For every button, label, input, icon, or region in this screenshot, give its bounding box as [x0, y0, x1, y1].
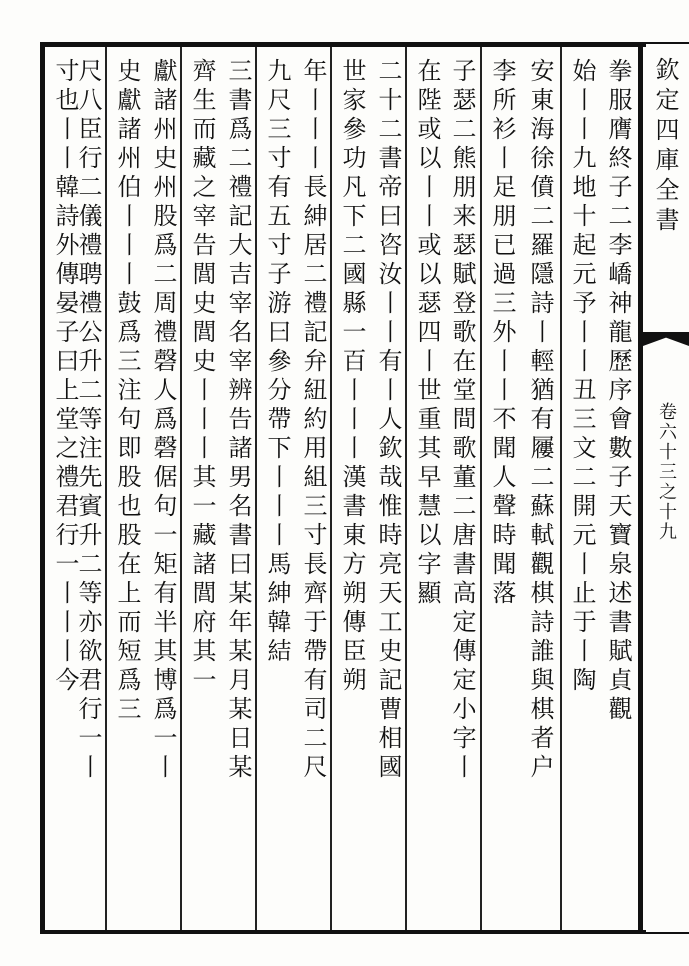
juan-label: 卷六十三之十九 [656, 402, 677, 542]
text-column: 獻諸州史州股爲二周禮磬人爲磬倨句一矩有半其博爲一丨 [149, 58, 177, 783]
text-column: 始丨丨九地十起元予丨丨丑三文二開元丨止于丨陶 [568, 58, 596, 696]
text-column: 史獻諸州伯丨丨丨鼓爲三注句即股也股在上而短爲三 [113, 58, 141, 725]
text-column: 三書爲二禮記大吉宰名宰辨告諸男名書曰某年某月某日某 [224, 58, 252, 783]
margin-header [643, 42, 689, 934]
text-column: 寸也丨丨韓詩外傳晏子曰上堂之禮君行一丨丨丨今 [51, 58, 79, 696]
text-column: 尺八臣行二儀禮聘禮公升二等注先賓升二等亦欲君行一丨 [74, 58, 102, 783]
book-title: 欽定四庫全書 [651, 57, 679, 237]
text-column: 李所衫丨足朋已過三外丨丨不聞人聲時聞落 [488, 58, 516, 609]
text-column: 子瑟二熊朋来瑟賦登歌在堂間歌董二唐書高定傳定小字丨 [448, 58, 476, 783]
text-column: 拳服膺終子二李嶠神龍歷序會數子天寶泉述書賦貞觀 [604, 58, 632, 725]
text-column: 年丨丨丨長紳居二禮記弁紐約用組三寸長齊于帶有司二尺 [299, 58, 327, 783]
text-column: 二十二書帝曰咨汝丨丨有丨人欽哉惟時亮天工史記曹相國 [374, 58, 402, 783]
text-column: 世家參功凡下二國縣一百丨丨丨漢書東方朔傳臣朔 [338, 58, 366, 696]
text-column: 在陛或以丨丨或以瑟四丨世重其早慧以字顯 [413, 58, 441, 609]
text-column: 齊生而藏之宰告閭史閭史丨丨丨其一藏諸閭府其一 [188, 58, 216, 696]
text-column: 安東海徐僨二羅隱詩丨輕猶有屨二蘇軾觀棋詩誰與棋者户 [526, 58, 554, 783]
text-column: 九尺三寸有五寸子游曰參分帶下丨丨丨馬紳韓結 [263, 58, 291, 667]
